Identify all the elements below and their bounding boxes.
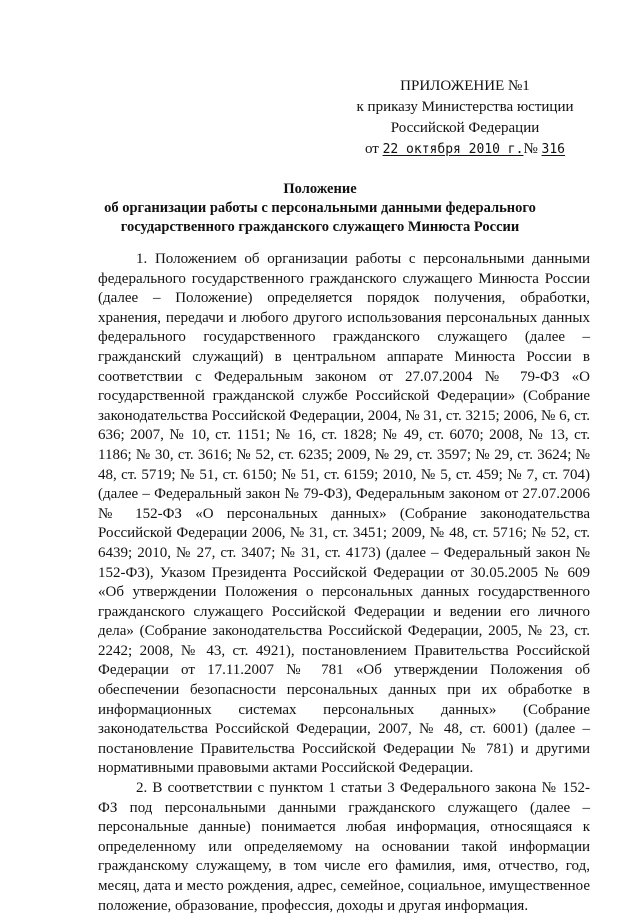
appendix-date-line <box>330 139 600 160</box>
appendix-date: 22 октября 2010 г. <box>382 142 524 157</box>
paragraph-1: 1. Положением об организации работы с персональными данными федерального государственного гражданского служащего Минюста России (далее – Положение) определяется порядок получения, обработки, хранения, передачи и любого другого использования персональных данных федерального государственного гражданского служащего (далее – гражданский служащий) в центральном аппарате Минюста России в соответствии с Федеральным законом от 27.07.2004 № 79-ФЗ «О государственной гражданской службе Российской Федерации» (Собрание законодательства Российской Федерации, 2004, № 31, ст. 3215; 2006, № 6, ст. 636; 2007, № 10, ст. 1151; № 16, ст. 1828; № 49, ст. 6070; 2008, № 13, ст. 1186; № 30, ст. 3616; № 52, ст. 6235; 2009, № 29, ст. 3597; № 29, ст. 3624; № 48, ст. 5719; № 51, ст. 6150; № 51, ст. 6159; 2010, № 5, ст. 459; № 7, ст. 704) (далее – Федеральный закон № 79-ФЗ), Федеральным законом от 27.07.2006 № 152-ФЗ «О персональных данных» (Собрание законодательства Российской Федерации 2006, № 31, ст. 3451; 2009, № 48, ст. 5716; № 52, ст. 6439; 2010, № 27, ст. 3407; № 31, ст. 4173) (далее – Федеральный закон № 152-ФЗ), Указом Президента Российской Федерации от 30.05.2005 № 609 «Об утверждении Положения о персональных данных государственного гражданского служащего Российской Федерации и ведении его личного дела» (Собрание законодательства Российской Федерации, 2005, № 23, ст. 2242; 2008, № 43, ст. 4921), постановлением Правительства Российской Федерации от 17.11.2007 № 781 «Об утверждении Положения об обеспечении безопасности персональных данных при их обработке в информационных системах персональных данных» (Собрание законодательства Российской Федерации, 2007, № 48, ст. 6001) (далее – постановление Правительства Российской Федерации № 781) и другими нормативными правовыми актами Российской Федерации. <box>98 251 590 777</box>
document-heading <box>90 180 550 237</box>
appendix-number-sign: № <box>523 141 538 157</box>
document-body <box>98 250 590 916</box>
heading-subtitle-line2: государственного гражданского служащего Минюста России <box>120 219 520 235</box>
paragraph-2: 2. В соответствии с пунктом 1 статьи 3 Федерального закона № 152-ФЗ под персональными данными гражданского служащего (далее – персональные данные) понимается любая информация, относящаяся к определенному или определяемому на основании такой информации гражданскому служащему, в том числе его фамилия, имя, отчество, год, месяц, дата и место рождения, адрес, семейное, социальное, имущественное положение, образование, профессия, доходы и другая информация. <box>98 780 590 914</box>
heading-subtitle-line1: об организации работы с персональными данными федерального <box>104 200 536 216</box>
appendix-title: ПРИЛОЖЕНИЕ №1 <box>400 78 530 94</box>
appendix-number: 316 <box>541 142 566 157</box>
appendix-block <box>330 76 600 160</box>
heading-title: Положение <box>283 181 357 197</box>
appendix-order-line: к приказу Министерства юстиции <box>356 99 574 115</box>
appendix-date-prefix: от <box>364 141 379 157</box>
appendix-federation-line: Российской Федерации <box>390 120 540 136</box>
